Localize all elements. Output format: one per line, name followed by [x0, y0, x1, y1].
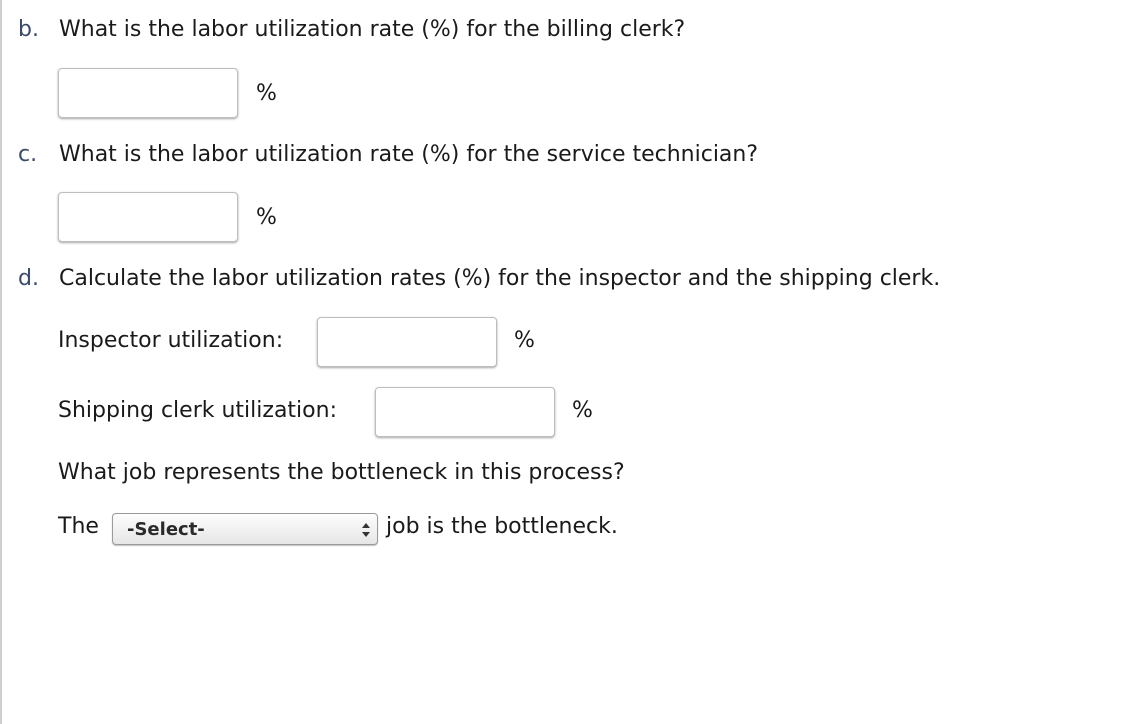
bottleneck-select-value: -Select- — [127, 519, 205, 540]
question-d — [18, 266, 940, 291]
service-technician-percent-unit: % — [256, 205, 277, 230]
question-b-letter: b. — [18, 17, 39, 42]
question-d-letter: d. — [18, 266, 39, 291]
question-c-text: What is the labor utilization rate (%) for the service technician? — [59, 142, 759, 167]
bottleneck-suffix: job is the bottleneck. — [386, 514, 618, 539]
question-b-text: What is the labor utilization rate (%) for the billing clerk? — [59, 17, 686, 42]
updown-arrows-icon — [361, 520, 371, 540]
shipping-clerk-utilization-label: Shipping clerk utilization: — [58, 398, 337, 423]
question-b — [18, 17, 685, 42]
question-d-text: Calculate the labor utilization rates (%) for the inspector and the shipping clerk. — [59, 266, 941, 291]
billing-clerk-percent-unit: % — [256, 81, 277, 106]
inspector-percent-unit: % — [514, 328, 535, 353]
billing-clerk-utilization-input[interactable] — [58, 68, 238, 118]
shipping-clerk-utilization-input[interactable] — [375, 387, 555, 437]
question-c — [18, 142, 758, 167]
service-technician-utilization-input[interactable] — [58, 192, 238, 242]
question-c-letter: c. — [18, 142, 38, 167]
bottleneck-question: What job represents the bottleneck in this process? — [58, 460, 625, 485]
inspector-utilization-input[interactable] — [317, 317, 497, 367]
inspector-utilization-label: Inspector utilization: — [58, 328, 284, 353]
shipping-clerk-percent-unit: % — [572, 398, 593, 423]
left-border — [0, 0, 2, 724]
bottleneck-prefix: The — [58, 514, 99, 539]
bottleneck-job-select[interactable] — [112, 513, 378, 545]
